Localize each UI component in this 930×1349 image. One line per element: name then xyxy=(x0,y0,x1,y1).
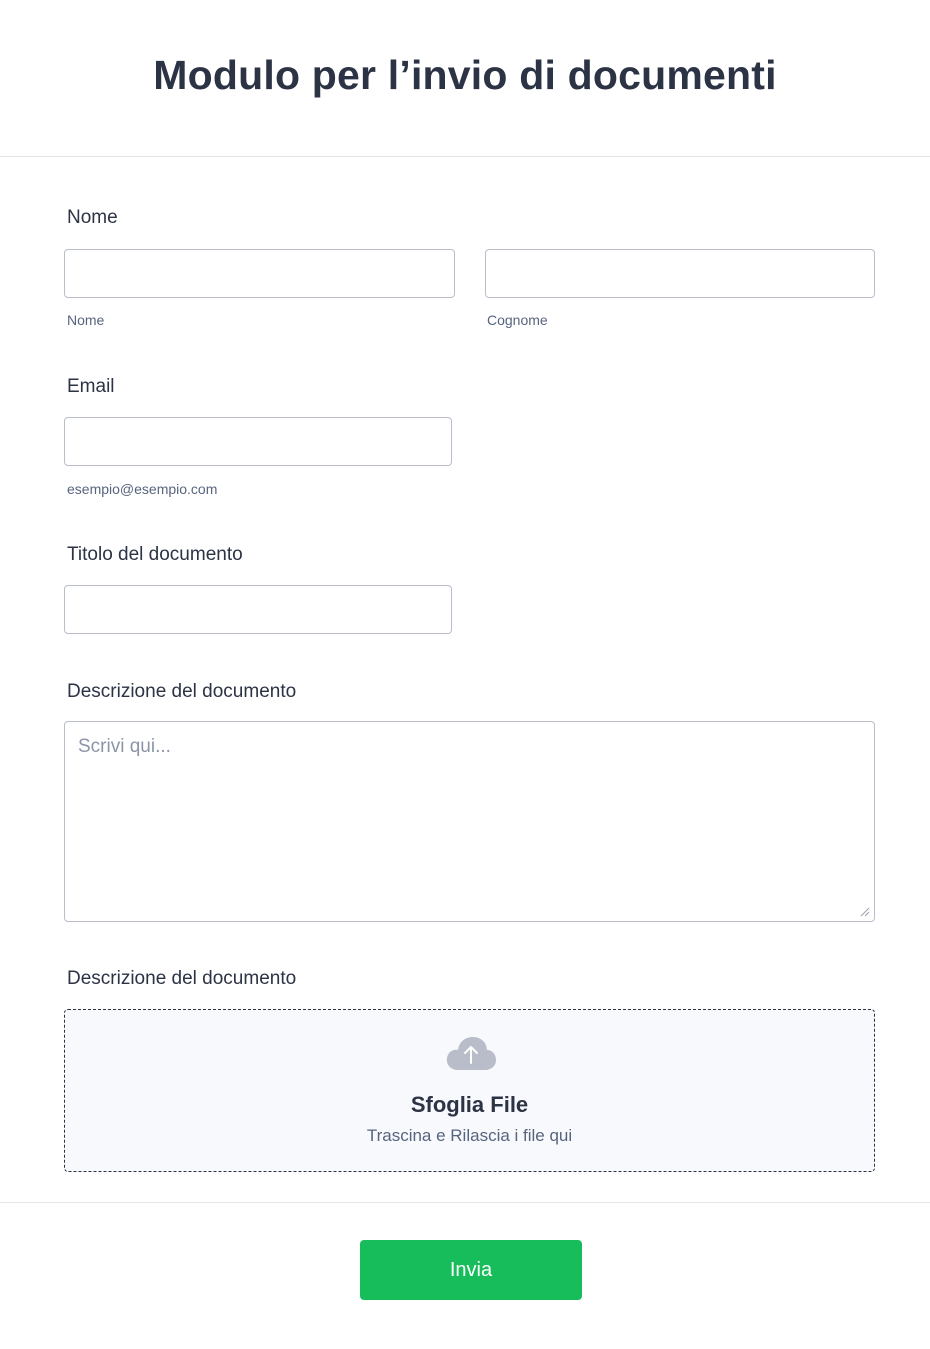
last-name-sublabel: Cognome xyxy=(487,312,548,328)
submit-button[interactable]: Invia xyxy=(360,1240,582,1300)
email-label: Email xyxy=(67,376,115,397)
first-name-input[interactable] xyxy=(64,249,455,298)
doc-title-input[interactable] xyxy=(64,585,452,634)
file-dropzone[interactable] xyxy=(64,1009,875,1172)
browse-files-button[interactable]: Sfoglia File xyxy=(410,1092,529,1117)
doc-title-label: Titolo del documento xyxy=(67,544,243,565)
cloud-upload-icon xyxy=(445,1036,497,1072)
upload-label: Descrizione del documento xyxy=(67,968,297,989)
name-label: Nome xyxy=(67,207,118,228)
drop-hint: Trascina e Rilascia i file qui xyxy=(366,1126,573,1145)
description-label: Descrizione del documento xyxy=(67,681,297,702)
last-name-input[interactable] xyxy=(485,249,875,298)
resize-grip-icon[interactable] xyxy=(858,905,870,917)
email-sublabel: esempio@esempio.com xyxy=(67,481,218,497)
footer-divider xyxy=(0,1202,930,1203)
description-textarea[interactable] xyxy=(64,721,875,922)
page-title: Modulo per l’invio di documenti xyxy=(153,52,777,98)
form-header xyxy=(0,0,930,157)
first-name-sublabel: Nome xyxy=(67,312,105,328)
email-input[interactable] xyxy=(64,417,452,466)
